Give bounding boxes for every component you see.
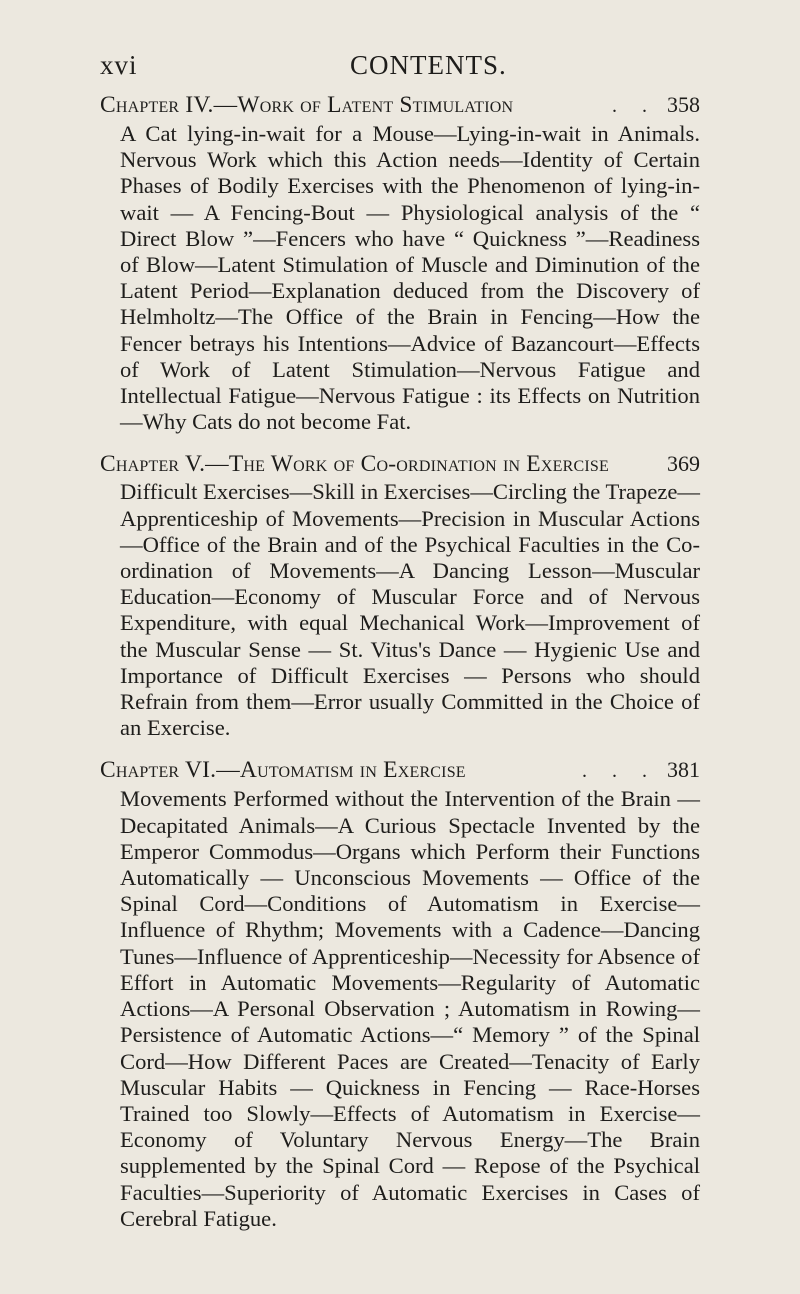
chapter-summary: A Cat lying-in-wait for a Mouse—Lying-in-wait in Animals. Nervous Work which this Action needs—Identity of Certain Phases of Bodily Exercises with the Phenomenon of lying-in-wait — A Fencing-Bout — Physiological analysis of the “ Direct Blow ”—Fencers who have “ Quickness ”—Readiness of Blow—Latent Stimulation of Muscle and Diminution of the Latent Period—Explanation deduced from the Discovery of Helmholtz—The Office of the Brain in Fencing—How the Fencer betrays his Intentions—Advice of Bazancourt—Effects of Work of Latent Stimulation—Nervous Fatigue and Intellectual Fatigue—Nervous Fatigue : its Effects on Nutrition—Why Cats do not become Fat. [120,121,700,435]
chapter-entry-4 [100,90,700,435]
leader-dots: . . . [582,760,657,783]
chapter-heading [100,755,700,786]
chapter-page-number: 381 [667,757,700,783]
page-title: CONTENTS. [350,50,507,80]
chapter-summary: Difficult Exercises—Skill in Exercises—Circling the Trapeze—Apprenticeship of Movements—Precision in Muscular Actions —Office of the Brain and of the Psychical Faculties in the Co-ordination of Movements—A Dancing Lesson—Muscular Education—Economy of Muscular Force and of Nervous Expenditure, with equal Mechanical Work—Improvement of the Muscular Sense — St. Vitus's Dance — Hygienic Use and Importance of Difficult Exercises — Persons who should Refrain from them—Error usually Committed in the Choice of an Exercise. [120,479,701,741]
page-number: xvi [100,50,138,80]
chapter-title: Chapter V.—The Work of Co-ordination in Exercise [100,451,609,478]
chapter-entry-5 [100,449,700,741]
chapter-title: Chapter VI.—Automatism in Exercise [100,757,466,784]
chapter-heading [100,449,700,479]
chapter-page-number: 358 [667,92,700,117]
chapter-page-number: 369 [667,451,700,477]
chapter-summary: Movements Performed without the Intervention of the Brain — Decapitated Animals—A Curious Spectacle Invented by the Emperor Commodus—Organs which Perform their Functions Automatically — Unconscious Movements — Office of the Spinal Cord—Conditions of Automatism in Exercise—Influence of Rhythm; Movements with a Cadence—Dancing Tunes—Influence of Apprenticeship—Necessity for Absence of Effort in Automatic Movements—Regularity of Automatic Actions—A Personal Observation ; Automatism in Rowing—Persistence of Automatic Actions—“ Memory ” of the Spinal Cord—How Different Paces are Created—Tenacity of Early Muscular Habits — Quickness in Fencing — Race-Horses Trained too Slowly—Effects of Automatism in Exercise—Economy of Voluntary Nervous Energy—The Brain supplemented by the Spinal Cord — Repose of the Psychical Faculties—Superiority of Automatic Exercises in Cases of Cerebral Fatigue. [120,786,700,1231]
chapter-heading [100,90,700,121]
running-head [100,50,700,86]
contents-list [100,90,700,1246]
chapter-entry-6 [100,755,700,1231]
leader-dots: . . [612,95,657,117]
chapter-title: Chapter IV.—Work of Latent Stimulation [100,92,514,118]
